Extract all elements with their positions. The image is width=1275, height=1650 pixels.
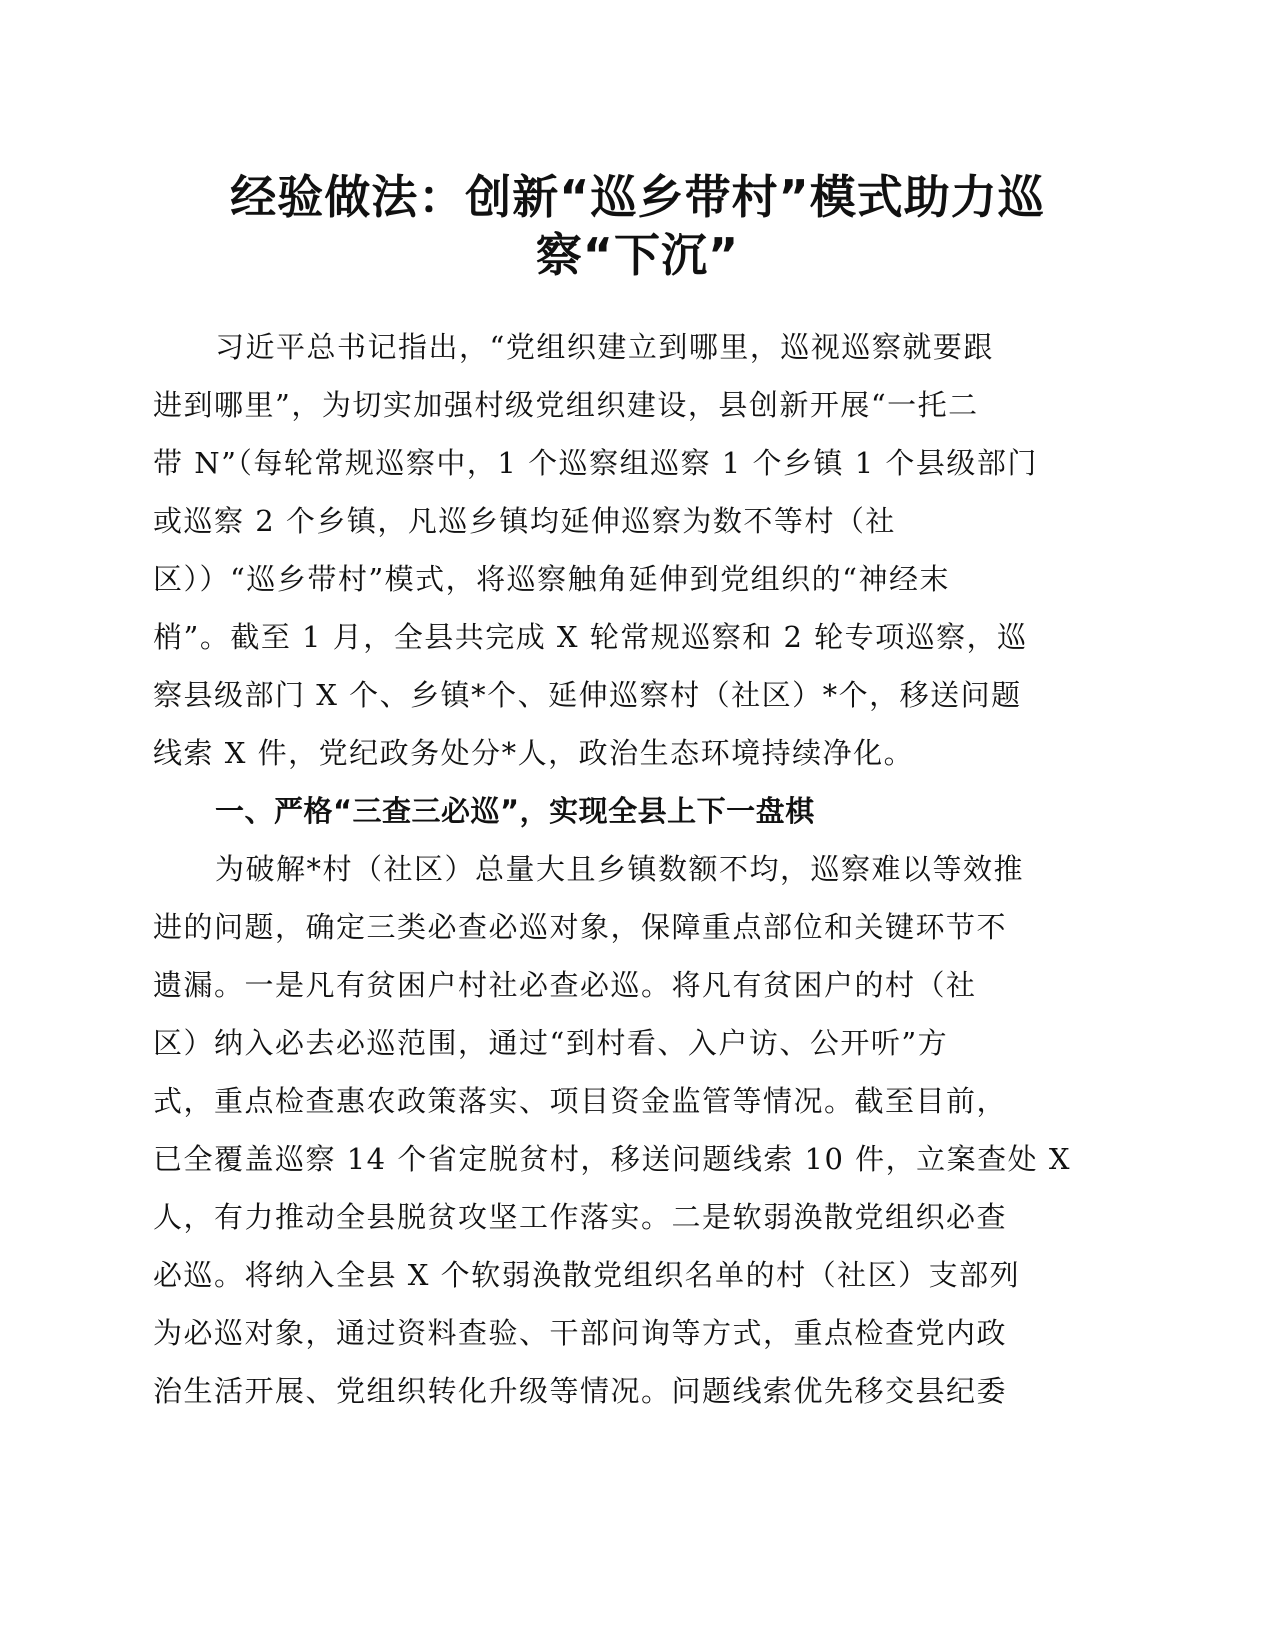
text-line: 进的问题，确定三类必查必巡对象，保障重点部位和关键环节不 <box>153 910 1008 944</box>
paragraph-intro <box>153 318 1103 782</box>
text-line: 习近平总书记指出，“党组织建立到哪里，巡视巡察就要跟 <box>215 330 994 364</box>
text-line: 为必巡对象，通过资料查验、干部问询等方式，重点检查党内政 <box>153 1316 1008 1350</box>
text-line: 必巡。将纳入全县 X 个软弱涣散党组织名单的村（社区）支部列 <box>153 1258 1021 1292</box>
paragraph-section-1 <box>153 840 1103 1420</box>
title-line: 经验做法：创新“巡乡带村”模式助力巡 <box>230 170 1045 224</box>
text-line: 已全覆盖巡察 14 个省定脱贫村，移送问题线索 10 件，立案查处 X <box>153 1142 1072 1176</box>
text-line: 或巡察 2 个乡镇，凡巡乡镇均延伸巡察为数不等村（社 <box>153 504 896 538</box>
text-line: 进到哪里”，为切实加强村级党组织建设，县创新开展“一托二 <box>153 388 979 422</box>
text-line: 为破解*村（社区）总量大且乡镇数额不均，巡察难以等效推 <box>215 852 1025 886</box>
text-line: 带 N”（每轮常规巡察中，1 个巡察组巡察 1 个乡镇 1 个县级部门 <box>153 446 1038 480</box>
text-line: 治生活开展、党组织转化升级等情况。问题线索优先移交县纪委 <box>153 1374 1008 1408</box>
text-line: 区）纳入必去必巡范围，通过“到村看、入户访、公开听”方 <box>153 1026 949 1060</box>
text-line: 察县级部门 X 个、乡镇*个、延伸巡察村（社区）*个，移送问题 <box>153 678 1022 712</box>
text-line: 式，重点检查惠农政策落实、项目资金监管等情况。截至目前， <box>153 1084 1008 1118</box>
text-line: 梢”。截至 1 月，全县共完成 X 轮常规巡察和 2 轮专项巡察，巡 <box>153 620 1028 654</box>
text-line: 线索 X 件，党纪政务处分*人，政治生态环境持续净化。 <box>153 736 915 770</box>
section-heading: 一、严格“三查三必巡”，实现全县上下一盘棋 <box>215 794 815 828</box>
text-line: 人，有力推动全县脱贫攻坚工作落实。二是软弱涣散党组织必查 <box>153 1200 1008 1234</box>
document-title <box>150 168 1125 284</box>
text-line: 区））“巡乡带村”模式，将巡察触角延伸到党组织的“神经末 <box>153 562 950 596</box>
text-line: 遗漏。一是凡有贫困户村社必查必巡。将凡有贫困户的村（社 <box>153 968 977 1002</box>
title-line: 察“下沉” <box>535 228 740 282</box>
document-body <box>153 318 1103 1420</box>
